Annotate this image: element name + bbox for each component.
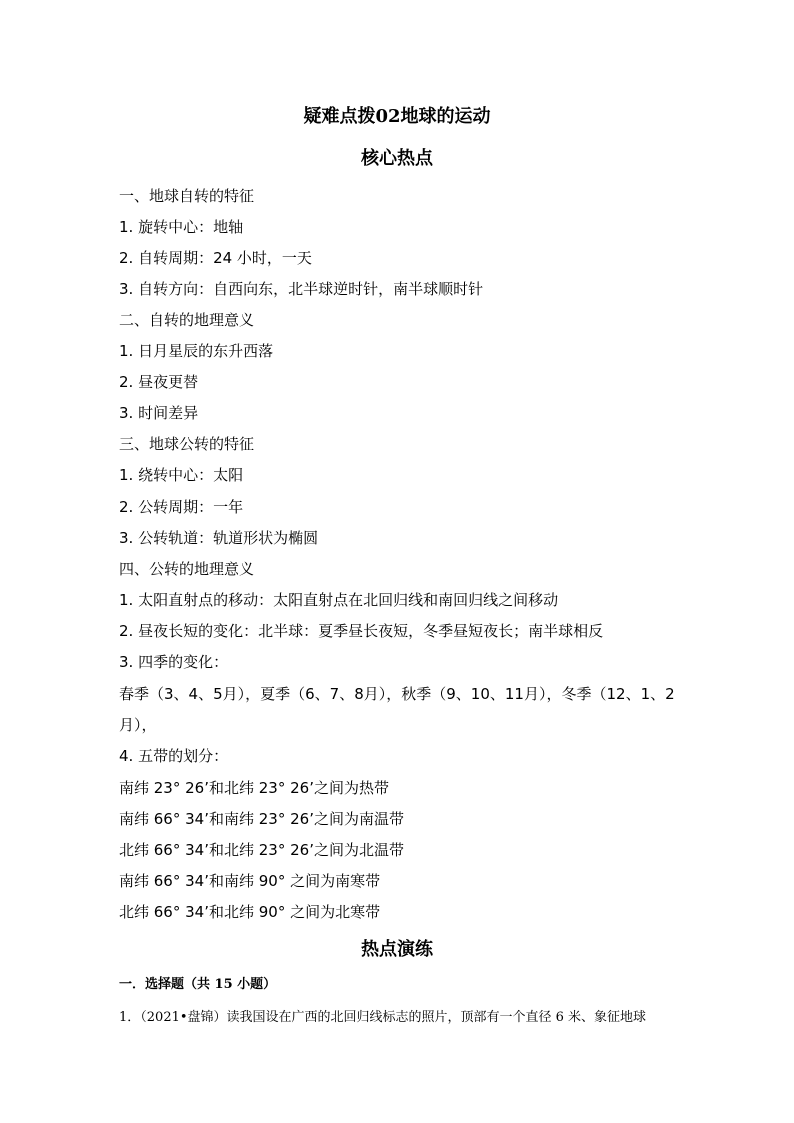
text-line: 2. 昼夜长短的变化：北半球：夏季昼长夜短，冬季昼短夜长；南半球相反 <box>119 622 604 640</box>
text-line: 北纬 66° 34’和北纬 23° 26’之间为北温带 <box>119 841 404 859</box>
text-line: 4. 五带的划分： <box>119 747 229 765</box>
section-heading-exercise: 热点演练 <box>361 939 433 960</box>
exercise-heading: 一．选择题（共 15 小题） <box>119 977 277 992</box>
text-line: 南纬 66° 34’和南纬 90° 之间为南寒带 <box>119 872 381 890</box>
text-line: 二、自转的地理意义 <box>119 311 255 329</box>
document-title: 疑难点拨02地球的运动 <box>303 106 491 127</box>
text-line: 1. 旋转中心：地轴 <box>119 218 244 236</box>
text-line: 2. 自转周期：24 小时，一天 <box>119 249 312 267</box>
question-1: 1．（2021•盘锦）读我国设在广西的北回归线标志的照片，顶部有一个直径 6 米、象征地球 <box>119 1010 647 1025</box>
text-line: 1. 太阳直射点的移动：太阳直射点在北回归线和南回归线之间移动 <box>119 591 559 609</box>
section-heading-core: 核心热点 <box>361 148 433 169</box>
text-line: 南纬 23° 26’和北纬 23° 26’之间为热带 <box>119 779 389 797</box>
text-line: 南纬 66° 34’和南纬 23° 26’之间为南温带 <box>119 810 404 828</box>
text-line: 四、公转的地理意义 <box>119 560 255 578</box>
text-line: 3. 自转方向：自西向东，北半球逆时针，南半球顺时针 <box>119 280 484 298</box>
text-line: 三、地球公转的特征 <box>119 435 255 453</box>
text-line: 春季（3、4、5月），夏季（6、7、8月），秋季（9、10、11月），冬季（12、1、2 <box>119 685 675 703</box>
text-line: 1. 绕转中心：太阳 <box>119 466 244 484</box>
text-line: 3. 四季的变化： <box>119 653 229 671</box>
text-line: 2. 公转周期：一年 <box>119 498 244 516</box>
text-line: 北纬 66° 34’和北纬 90° 之间为北寒带 <box>119 903 381 921</box>
text-line: 月）， <box>119 716 157 734</box>
text-line: 3. 时间差异 <box>119 404 199 422</box>
text-line: 2. 昼夜更替 <box>119 373 199 391</box>
text-line: 一、地球自转的特征 <box>119 187 255 205</box>
text-line: 1. 日月星辰的东升西落 <box>119 342 274 360</box>
text-line: 3. 公转轨道：轨道形状为椭圆 <box>119 529 319 547</box>
